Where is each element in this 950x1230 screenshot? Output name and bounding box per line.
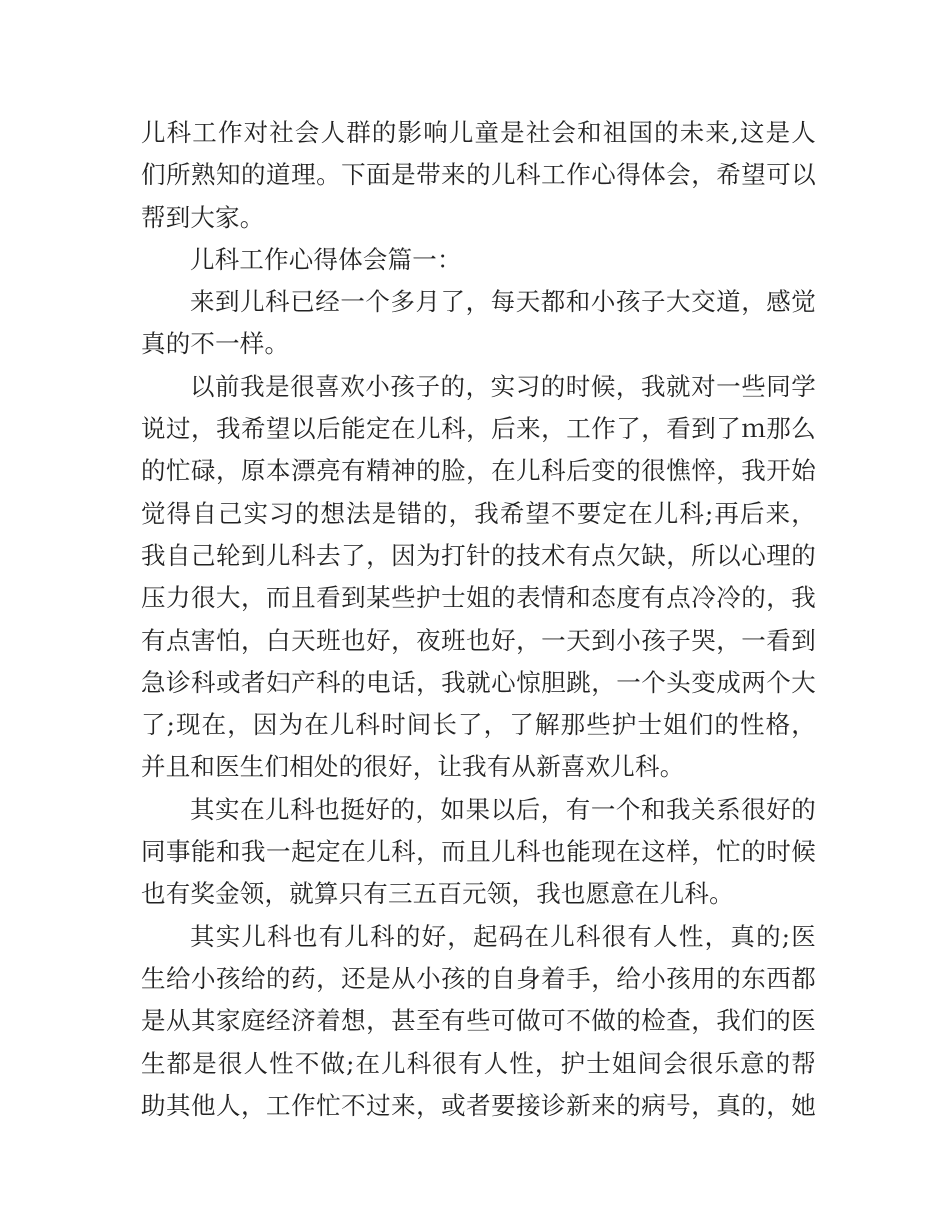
- text-line: 助其他人，工作忙不过来，或者要接诊新来的病号，真的，她: [141, 1090, 816, 1120]
- body-paragraph: [141, 916, 816, 1127]
- text-line: 说过，我希望以后能定在儿科，后来，工作了，看到了ｍ那么: [141, 414, 816, 444]
- section-heading: [141, 239, 816, 281]
- text-line: 帮到大家。: [141, 202, 265, 232]
- body-paragraph: [141, 366, 816, 789]
- text-line: 生给小孩给的药，还是从小孩的自身着手，给小孩用的东西都: [141, 963, 816, 993]
- text-line: 来到儿科已经一个多月了，每天都和小孩子大交道，感觉: [190, 287, 816, 317]
- text-line: 以前我是很喜欢小孩子的，实习的时候，我就对一些同学: [190, 371, 816, 401]
- text-line: 了;现在，因为在儿科时间长了，了解那些护士姐们的性格，: [141, 710, 816, 740]
- text-line: 压力很大，而且看到某些护士姐的表情和态度有点冷冷的，我: [141, 583, 816, 613]
- text-line: 其实儿科也有儿科的好，起码在儿科很有人性，真的;医: [190, 921, 816, 951]
- text-line: 儿科工作心得体会篇一：: [190, 244, 462, 274]
- text-line: 同事能和我一起定在儿科，而且儿科也能现在这样，忙的时候: [141, 837, 816, 867]
- text-line: 们所熟知的道理。下面是带来的儿科工作心得体会，希望可以: [141, 160, 816, 190]
- body-paragraph: [141, 281, 816, 366]
- text-line: 觉得自己实习的想法是错的，我希望不要定在儿科;再后来，: [141, 498, 816, 528]
- text-line: 并且和医生们相处的很好，让我有从新喜欢儿科。: [141, 752, 685, 782]
- document-body: [141, 112, 816, 1127]
- body-paragraph: [141, 789, 816, 916]
- text-line: 我自己轮到儿科去了，因为打针的技术有点欠缺，所以心理的: [141, 540, 816, 570]
- text-line: 生都是很人性不做;在儿科很有人性，护士姐间会很乐意的帮: [141, 1048, 816, 1078]
- intro-paragraph: [141, 112, 816, 239]
- text-line: 的忙碌，原本漂亮有精神的脸，在儿科后变的很憔悴，我开始: [141, 456, 816, 486]
- text-line: 也有奖金领，就算只有三五百元领，我也愿意在儿科。: [141, 879, 734, 909]
- text-line: 儿科工作对社会人群的影响儿童是社会和祖国的未来,这是人: [141, 118, 816, 147]
- text-line: 是从其家庭经济着想，甚至有些可做可不做的检查，我们的医: [141, 1006, 816, 1036]
- text-line: 其实在儿科也挺好的，如果以后，有一个和我关系很好的: [190, 794, 816, 824]
- text-line: 真的不一样。: [141, 329, 290, 359]
- text-line: 急诊科或者妇产科的电话，我就心惊胆跳，一个头变成两个大: [141, 667, 816, 697]
- text-line: 有点害怕，白天班也好，夜班也好，一天到小孩子哭，一看到: [141, 625, 816, 655]
